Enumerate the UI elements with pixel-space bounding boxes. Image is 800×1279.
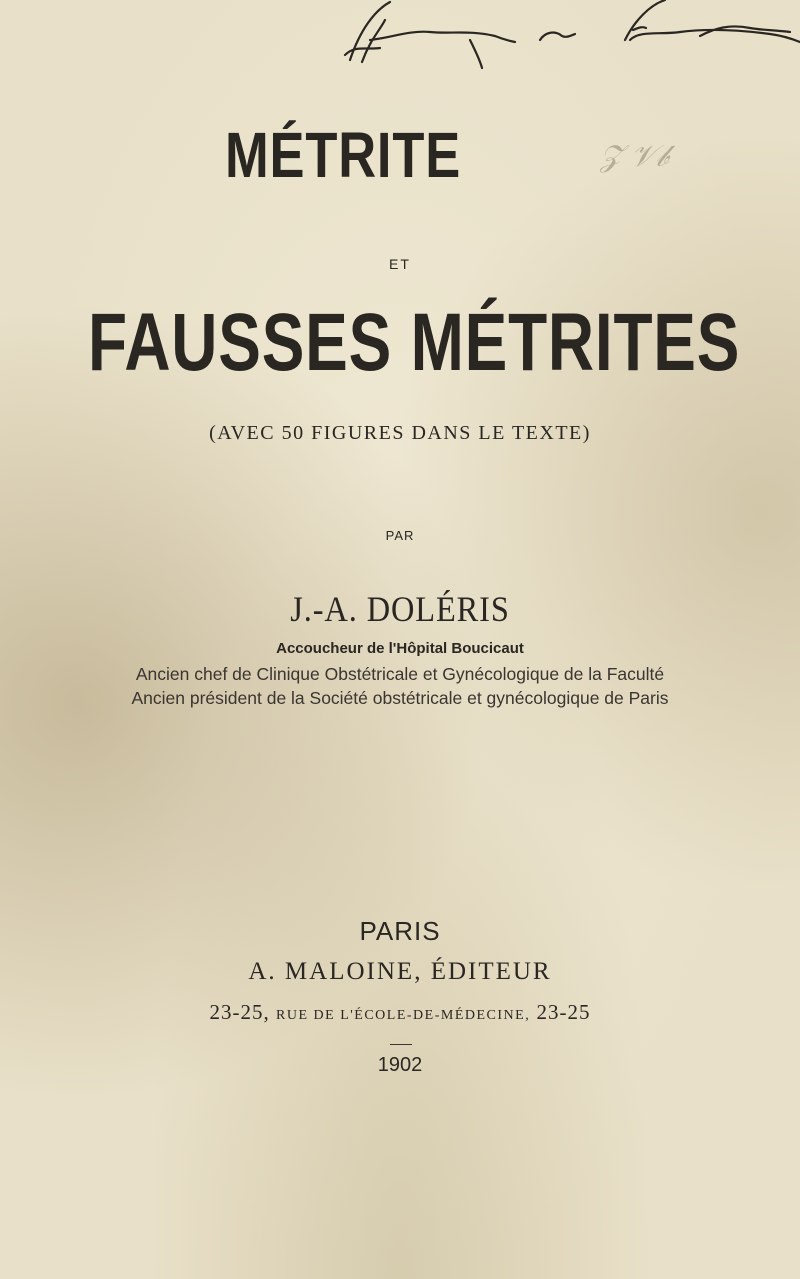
affiliation-line: Ancien président de la Société obstétricale et gynécologique de Paris: [131, 688, 669, 708]
author-name: J.-A. DOLÉRIS: [290, 589, 510, 629]
publisher-address: [0, 1000, 800, 1025]
address-number: 23-25,: [209, 1000, 270, 1024]
author-role: Accoucheur de l'Hôpital Boucicaut: [276, 640, 524, 657]
pencil-scribble-icon: 𝒵 𝒱𝒷: [600, 140, 669, 173]
by-label: PAR: [385, 528, 415, 543]
separator-rule: [390, 1044, 412, 1045]
title-conjunction: ET: [389, 256, 411, 272]
affiliation-line: Ancien chef de Clinique Obstétricale et Gynécologique de la Faculté: [135, 664, 665, 684]
figures-note: (AVEC 50 FIGURES DANS LE TEXTE): [209, 422, 591, 444]
handwritten-dedication-icon: [330, 0, 800, 70]
publication-year: 1902: [377, 1054, 423, 1076]
publisher-name: A. MALOINE, ÉDITEUR: [248, 958, 552, 985]
address-number: 23-25: [536, 1000, 591, 1024]
book-title: MÉTRITE: [224, 119, 462, 191]
publication-city: PARIS: [359, 916, 441, 946]
address-street: RUE DE L'ÉCOLE-DE-MÉDECINE,: [276, 1008, 531, 1023]
book-subtitle: FAUSSES MÉTRITES: [88, 297, 741, 388]
